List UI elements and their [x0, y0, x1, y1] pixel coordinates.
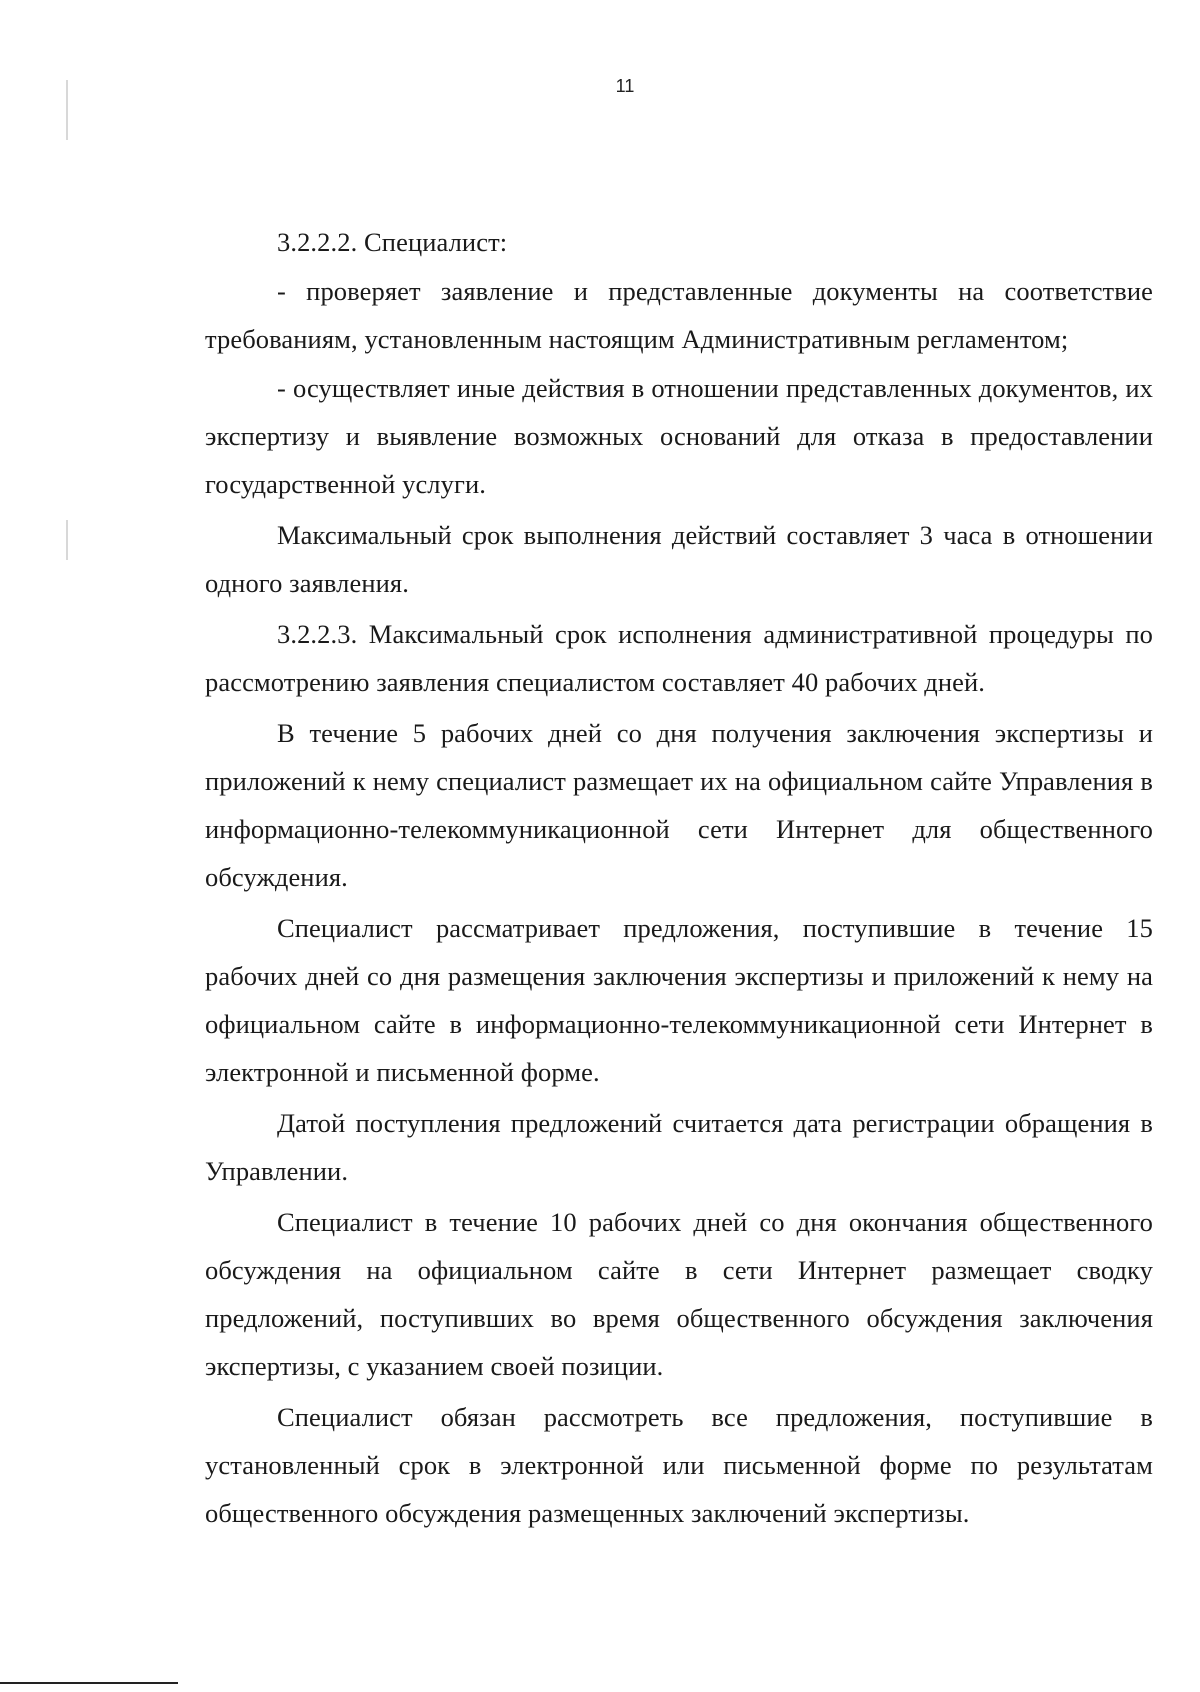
bottom-rule	[0, 1682, 178, 1684]
paragraph-other-actions: - осуществляет иные действия в отношении представленных документов, их экспертизу и выявление возможных оснований для отказа в предоставлении государственной услуги.	[205, 373, 1153, 499]
paragraph-receipt-date: Датой поступления предложений считается дата регистрации обращения в Управлении.	[205, 1108, 1153, 1186]
paragraph-publish-expertise: В течение 5 рабочих дней со дня получения заключения экспертизы и приложений к нему специалист размещает их на официальном сайте Управления в информационно-телекоммуникационной сети Интернет для общественного обсуждения.	[205, 718, 1153, 892]
paragraph-review-proposals: Специалист рассматривает предложения, поступившие в течение 15 рабочих дней со дня размещения заключения экспертизы и приложений к нему на официальном сайте в информационно-телекоммуникационной сети Интернет в электронной и письменной форме.	[205, 913, 1153, 1087]
document-body	[205, 218, 1153, 1537]
page-number: 11	[615, 76, 635, 96]
paragraph-max-action-time: Максимальный срок выполнения действий составляет 3 часа в отношении одного заявления.	[205, 520, 1153, 598]
scan-edge-mark-left-2	[66, 520, 68, 560]
paragraph-3-2-2-2-heading: 3.2.2.2. Специалист:	[277, 227, 508, 257]
paragraph-check-application: - проверяет заявление и представленные документы на соответствие требованиям, установленным настоящим Административным регламентом;	[205, 276, 1153, 354]
paragraph-3-2-2-3: 3.2.2.3. Максимальный срок исполнения административной процедуры по рассмотрению заявления специалистом составляет 40 рабочих дней.	[205, 619, 1153, 697]
paragraph-obligation-to-review: Специалист обязан рассмотреть все предложения, поступившие в установленный срок в электронной или письменной форме по результатам общественного обсуждения размещенных заключений экспертизы.	[205, 1402, 1153, 1528]
paragraph-summary-publication: Специалист в течение 10 рабочих дней со дня окончания общественного обсуждения на официальном сайте в сети Интернет размещает сводку предложений, поступивших во время общественного обсуждения заключения экспертизы, с указанием своей позиции.	[205, 1207, 1153, 1381]
scan-edge-mark-left	[66, 80, 68, 140]
